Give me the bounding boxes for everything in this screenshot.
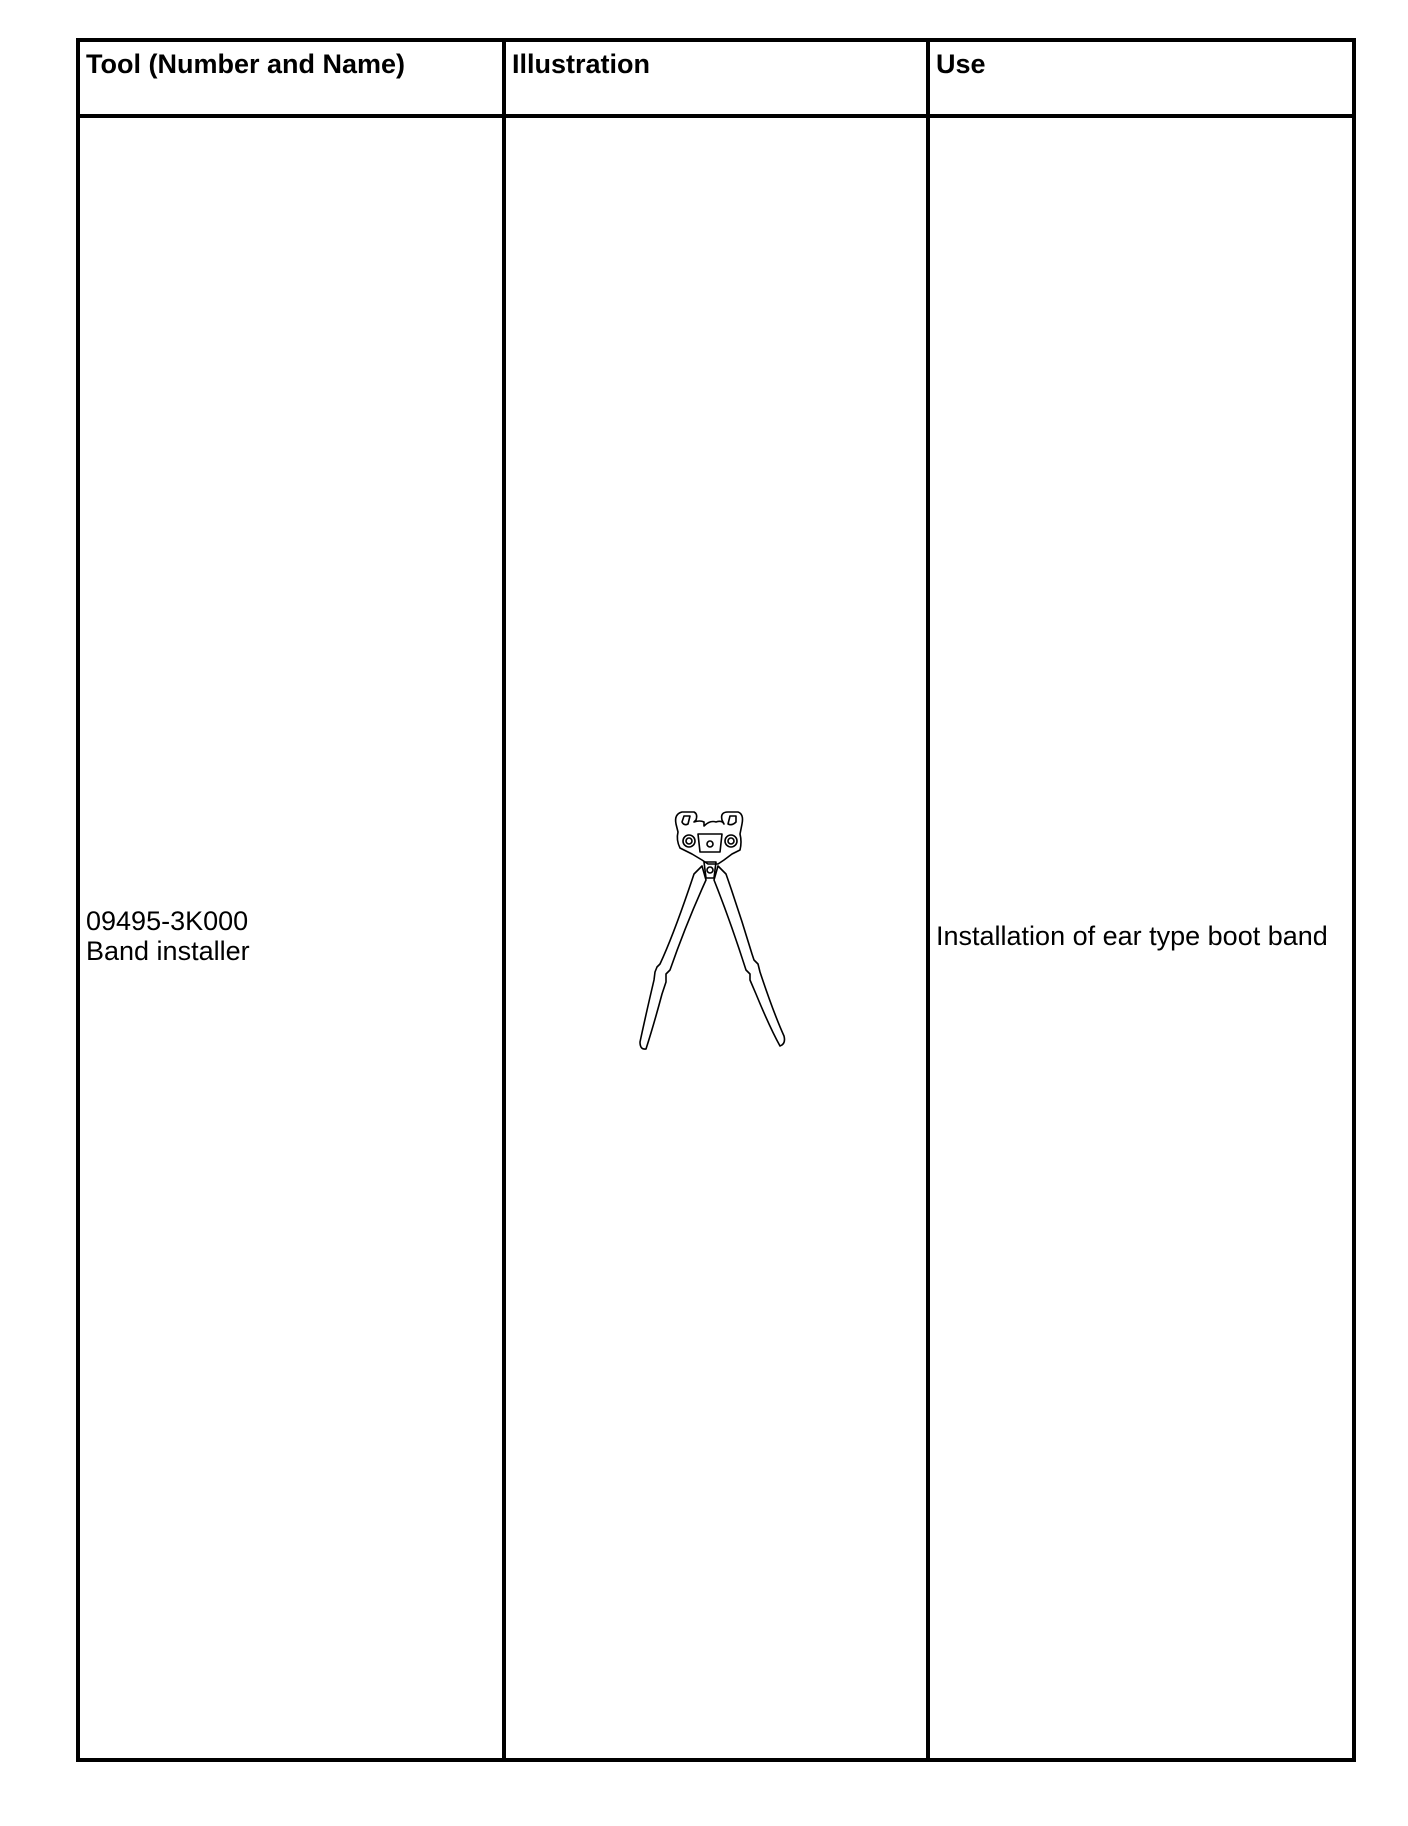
use-description: Installation of ear type boot band (936, 920, 1328, 951)
tool-number: 09495-3K000 (86, 906, 249, 936)
tool-cell (80, 118, 506, 1758)
header-illustration: Illustration (506, 42, 930, 118)
use-cell (930, 118, 1352, 1758)
header-tool: Tool (Number and Name) (80, 42, 506, 118)
tool-identity (80, 906, 250, 966)
band-installer-pliers-icon (624, 804, 794, 1054)
tool-name: Band installer (86, 936, 250, 966)
header-use: Use (930, 42, 1352, 118)
illustration-cell (506, 118, 930, 1758)
special-tool-table (76, 38, 1356, 1762)
